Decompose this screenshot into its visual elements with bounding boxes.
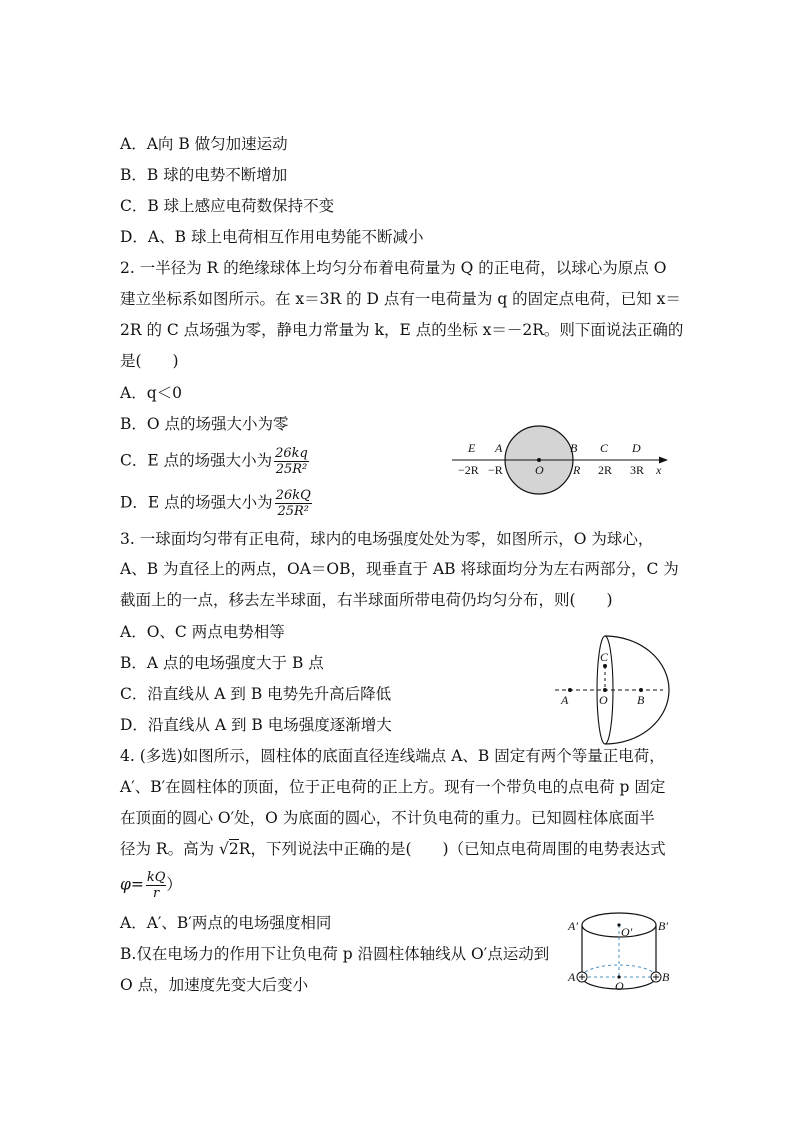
q4-option-b-line-2: O 点，加速度先变大后变小 xyxy=(120,976,309,994)
q3-stem-line-2: A、B 为直径上的两点，OA＝OB，现垂直于 AB 将球面均分为左右两部分，C 为 xyxy=(120,560,679,578)
phi-suffix: ） xyxy=(166,875,182,894)
q2-sphere-axis-figure xyxy=(450,420,680,500)
label-b: B xyxy=(662,970,670,984)
q2-option-c-prefix: C．E 点的场强大小为 xyxy=(120,451,273,470)
q4-stem-line-2: A′、B′在圆柱体的顶面，位于正电荷的正上方。现有一个带负电的点电荷 p 固定 xyxy=(120,778,666,796)
q3-stem-line-1: 3. 一球面均匀带有正电荷，球内的电场强度处处为零，如图所示，O 为球心， xyxy=(120,530,654,548)
q4-stem-line-3: 在顶面的圆心 O′处，O 为底面的圆心，不计负电荷的重力。已知圆柱体底面半 xyxy=(120,809,655,827)
label-a: A xyxy=(568,970,576,984)
q1-option-c: C．B 球上感应电荷数保持不变 xyxy=(120,197,335,215)
fraction-numerator: 26kq xyxy=(275,446,308,461)
point-c xyxy=(603,664,607,668)
potential-fraction xyxy=(146,870,167,901)
phi-prefix: φ= xyxy=(120,875,144,894)
tick-label-2r: 2R xyxy=(598,463,613,477)
q4-option-a: A．A′、B′两点的电场强度相同 xyxy=(120,914,332,932)
q3-option-b: B．A 点的电场强度大于 B 点 xyxy=(120,654,324,672)
fraction-numerator: kQ xyxy=(146,870,166,885)
tick-label-x: x xyxy=(656,463,662,477)
label-a-prime: A′ xyxy=(568,919,578,933)
q1-option-d: D．A、B 球上电荷相互作用电势能不断减小 xyxy=(120,228,424,246)
q4-stem-line-1: 4. (多选)如图所示，圆柱体的底面直径连线端点 A、B 固定有两个等量正电荷， xyxy=(120,747,665,765)
q2-stem-line-4: 是( ) xyxy=(120,352,179,370)
point-label-d: D xyxy=(632,441,641,455)
label-b-prime: B′ xyxy=(658,919,668,933)
q4-stem-line-4-prefix: 径为 R。高为 xyxy=(120,840,220,858)
q4-potential-formula xyxy=(120,870,182,901)
fraction-numerator: 26kQ xyxy=(275,488,311,503)
q2-option-a: A．q＜0 xyxy=(120,384,182,402)
tick-label-neg-r: −R xyxy=(488,463,503,477)
q2-option-c-fraction xyxy=(274,446,309,477)
fraction-denominator: r xyxy=(153,886,160,901)
tick-label-neg-2r: −2R xyxy=(458,463,479,477)
fraction-denominator: 25R² xyxy=(277,504,309,519)
tick-label-o: O xyxy=(535,463,544,477)
label-o: O xyxy=(599,693,608,707)
q2-option-d-prefix: D．E 点的场强大小为 xyxy=(120,493,273,512)
q4-stem-line-4 xyxy=(120,838,666,860)
q1-option-a: A．A向 B 做匀加速运动 xyxy=(120,135,288,153)
point-label-b: B xyxy=(570,441,578,455)
q2-option-c xyxy=(120,446,309,477)
sqrt-radicand: 2 xyxy=(228,840,239,858)
point-b xyxy=(639,688,643,692)
fraction-denominator: 25R² xyxy=(275,462,308,477)
q1-option-b: B．B 球的电势不断增加 xyxy=(120,166,288,184)
label-a: A xyxy=(561,693,569,707)
sqrt-expression xyxy=(219,838,239,860)
point-a xyxy=(568,688,572,692)
tick-label-3r: 3R xyxy=(630,463,645,477)
q2-stem-line-3: 2R 的 C 点场强为零，静电力常量为 k，E 点的坐标 x＝－2R。则下面说法正确的 xyxy=(120,321,684,339)
point-label-a: A xyxy=(495,441,503,455)
label-b: B xyxy=(637,693,645,707)
origin-point xyxy=(537,458,541,462)
q2-option-d xyxy=(120,488,312,519)
q3-hemisphere-figure xyxy=(553,632,678,750)
tick-label-r: R xyxy=(573,463,581,477)
q3-option-a: A．O、C 两点电势相等 xyxy=(120,623,285,641)
label-o-prime: O′ xyxy=(621,925,633,939)
q3-stem-line-3: 截面上的一点，移去左半球面，右半球面所带电荷仍均匀分布，则( ) xyxy=(120,591,613,609)
q4-cylinder-figure xyxy=(566,904,674,1000)
point-o xyxy=(603,688,607,692)
point-label-c: C xyxy=(600,441,609,455)
q4-option-b-line-1: B.仅在电场力的作用下让负电荷 p 沿圆柱体轴线从 O′点运动到 xyxy=(120,945,550,963)
label-c: C xyxy=(600,650,609,664)
q3-option-c: C．沿直线从 A 到 B 电势先升高后降低 xyxy=(120,685,392,703)
q2-stem-line-2: 建立坐标系如图所示。在 x＝3R 的 D 点有一电荷量为 q 的固定点电荷，已知 x＝ xyxy=(120,290,681,308)
point-label-e: E xyxy=(468,441,476,455)
sqrt-symbol: √ xyxy=(219,840,229,858)
q3-option-d: D．沿直线从 A 到 B 电场强度逐渐增大 xyxy=(120,716,392,734)
label-o: O xyxy=(615,979,624,993)
q4-stem-line-4-suffix: R，下列说法中正确的是( )（已知点电荷周围的电势表达式 xyxy=(238,840,666,858)
q2-stem-line-1: 2. 一半径为 R 的绝缘球体上均匀分布着电荷量为 Q 的正电荷，以球心为原点 O xyxy=(120,259,667,277)
q2-option-d-fraction xyxy=(275,488,312,519)
q2-option-b: B．O 点的场强大小为零 xyxy=(120,415,289,433)
